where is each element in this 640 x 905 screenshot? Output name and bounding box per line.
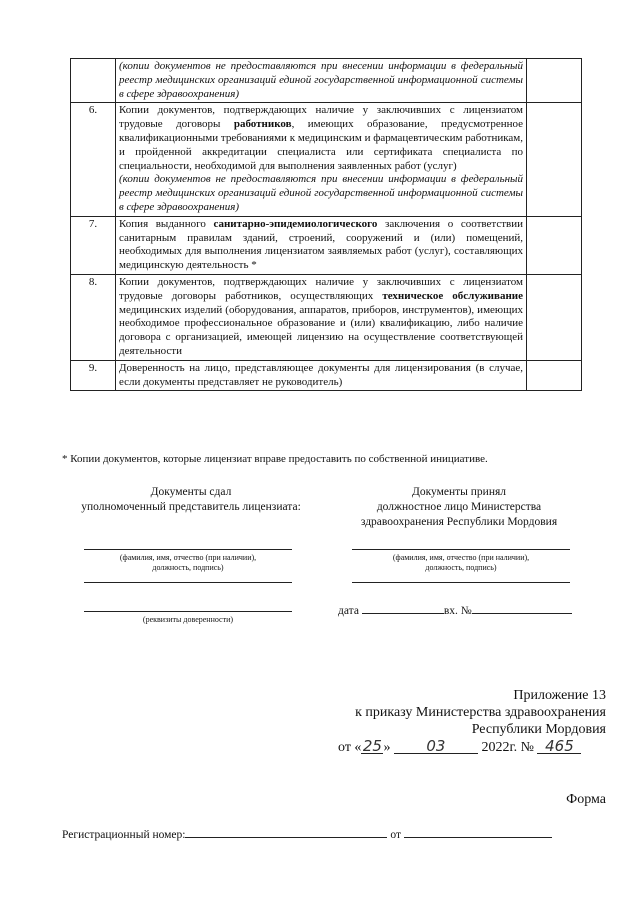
row-number: 9. [71, 360, 116, 391]
incoming-number-label: вх. № [443, 605, 472, 617]
row-tail-text: заключения о соответствии санитарным правилам зданий, строений, сооружений и (или) помещений, необходимых для выполнения лицензиатом заявляемых работ (услуг), составляющих медицинскую деятельность * [119, 217, 523, 272]
row-mark-cell [527, 59, 582, 103]
row-number: 6. [71, 103, 116, 216]
registration-date-label: от [390, 829, 401, 841]
registration-number-label: Регистрационный номер: [62, 829, 186, 841]
row-text [116, 216, 527, 274]
submitter-heading: Документы сдал [150, 486, 232, 498]
form-label: Форма [566, 792, 606, 807]
caption-line: должность, подпись) [425, 563, 497, 572]
receiver-extra-line[interactable] [352, 582, 570, 583]
row-tail-text: медицинских изделий (оборудования, аппаратов, приборов, инструментов), имеющих необходимое профессиональное образование и (или) квалификацию, либо наличие договора с организацией, имеющей лицензию на осуществление соответствующей деятельности [119, 303, 523, 357]
order-month: 03 [394, 737, 478, 754]
order-number: 465 [537, 737, 581, 754]
footnote: * Копии документов, которые лицензиат вправе предоставить по собственной инициативе. [62, 453, 488, 465]
receiver-block [328, 485, 590, 530]
registration-date-field[interactable] [404, 826, 552, 838]
row-mark-cell [527, 274, 582, 360]
row-text [116, 274, 527, 360]
row-italic-note: (копии документов не предоставляются при внесении информации в федеральный реестр медицинских организаций единой государственной информационной системы в сфере здравоохранения) [119, 60, 523, 100]
submitter-role: уполномоченный представитель лицензиата: [81, 501, 301, 513]
table-row [71, 59, 582, 103]
table-row [71, 274, 582, 360]
table-row [71, 360, 582, 391]
registration-row [62, 826, 552, 841]
date-incoming-row [338, 602, 572, 617]
table-row [71, 216, 582, 274]
caption-line: (фамилия, имя, отчество (при наличии), [392, 553, 530, 562]
caption-line: (фамилия, имя, отчество (при наличии), [119, 553, 257, 562]
row-main-text: Копии документов, подтверждающих наличие у заключивших с лицензиатом трудовые договоры [119, 104, 523, 131]
power-of-attorney-caption: (реквизиты доверенности) [142, 615, 234, 624]
row-text [116, 59, 527, 103]
order-date-row [338, 737, 581, 756]
row-bold-text: техническое обслуживание [382, 289, 524, 302]
row-main-text: Копия выданного [119, 217, 214, 230]
submitter-signature-line[interactable] [84, 549, 292, 550]
submitter-block [60, 485, 322, 515]
order-year-label: 2022г. № [481, 740, 534, 755]
row-number [71, 59, 116, 103]
order-from-label: от « [338, 740, 362, 755]
incoming-number-field[interactable] [472, 602, 572, 614]
row-text [116, 103, 527, 216]
table-row [71, 103, 582, 216]
row-mark-cell [527, 216, 582, 274]
receiver-heading: Документы принял [411, 486, 507, 498]
row-mark-cell [527, 103, 582, 216]
row-mark-cell [527, 360, 582, 391]
receiver-signature-caption [352, 553, 570, 573]
row-text [116, 360, 527, 391]
row-tail-text: , имеющих образование, предусмотренное квалификационными требованиями к медицинским и фармацевтическим работникам, и пройденной аккредитации специалиста или сертификата специалиста по специальности, необходимой для выполнения заявленных работ (услуг) [119, 118, 524, 172]
row-number: 7. [71, 216, 116, 274]
power-of-attorney-line[interactable] [84, 611, 292, 612]
row-bold-text: работников [233, 118, 292, 131]
row-main-text: Копии документов, подтверждающих наличие у заключивших с лицензиатом трудовые договоры работников, осуществляющих [119, 275, 523, 302]
receiver-signature-line[interactable] [352, 549, 570, 550]
documents-table [70, 58, 582, 391]
appendix-order-ref: к приказу Министерства здравоохранения [355, 705, 606, 720]
date-field[interactable] [362, 602, 444, 614]
submitter-extra-line[interactable] [84, 582, 292, 583]
row-main-text: Доверенность на лицо, представляющее документы для лицензирования (в случае, если документы представляет не руководитель) [119, 361, 523, 388]
appendix-region: Республики Мордовия [471, 722, 606, 737]
order-quote-close: » [383, 740, 391, 755]
submitter-signature-caption [84, 553, 292, 573]
appendix-title: Приложение 13 [513, 688, 606, 703]
receiver-role: должностное лицо Министерства [376, 501, 542, 513]
row-bold-text: санитарно-эпидемиологического [213, 217, 378, 230]
caption-line: должность, подпись) [152, 563, 224, 572]
appendix-header [355, 687, 606, 738]
registration-number-field[interactable] [185, 826, 387, 838]
row-number: 8. [71, 274, 116, 360]
receiver-ministry: здравоохранения Республики Мордовия [360, 516, 558, 528]
order-day: 25 [362, 737, 382, 755]
date-label: дата [338, 605, 359, 617]
row-italic-note: (копии документов не предоставляются при внесении информации в федеральный реестр медицинских организаций единой государственной информационной системы в сфере здравоохранения) [119, 173, 523, 213]
